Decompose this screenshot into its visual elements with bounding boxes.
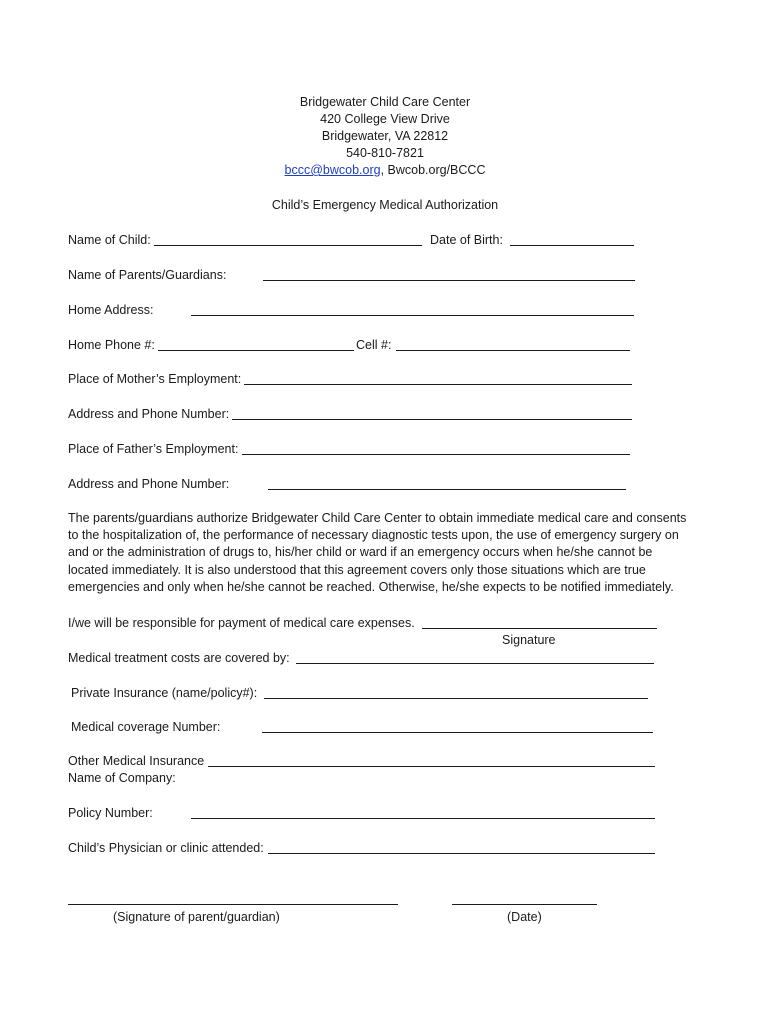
- mother-employment-label: Place of Mother’s Employment:: [68, 372, 242, 386]
- signature-caption: Signature: [502, 633, 556, 647]
- child-name-field[interactable]: [154, 245, 422, 246]
- father-address-row: [68, 476, 638, 493]
- form-title: Child’s Emergency Medical Authorization: [271, 198, 499, 212]
- parent-signature-caption: (Signature of parent/guardian): [113, 910, 280, 924]
- costs-covered-row: [68, 650, 668, 667]
- street-address: 420 College View Drive: [320, 112, 450, 126]
- authorization-paragraph: The parents/guardians authorize Bridgewater Child Care Center to obtain immediate medical care and consents to the hospitalization of, the performance of necessary diagnostic tests upon, the use of emergency surgery on and or the administration of drugs to, his/her child or ward if an emergency occurs when he/she cannot be located immediately. It is also understood that this agreement covers only those situations which are true emergencies and only when he/she cannot be reached. Otherwise, he/she expects to be notified immediately.: [68, 511, 687, 594]
- physician-row: [68, 840, 668, 857]
- date-caption: (Date): [507, 910, 542, 924]
- father-employment-field[interactable]: [242, 454, 630, 455]
- father-address-field[interactable]: [268, 489, 626, 490]
- mother-address-row: [68, 406, 638, 423]
- cell-field[interactable]: [396, 350, 630, 351]
- private-insurance-label: Private Insurance (name/policy#):: [71, 686, 258, 700]
- physician-label: Child’s Physician or clinic attended:: [68, 841, 264, 855]
- private-insurance-row: [68, 685, 668, 702]
- policy-number-row: [68, 805, 668, 822]
- mother-employment-field[interactable]: [244, 384, 632, 385]
- home-address-label: Home Address:: [68, 303, 154, 317]
- cell-label: Cell #:: [356, 338, 392, 352]
- phone-row: [68, 337, 638, 354]
- home-address-field[interactable]: [191, 315, 634, 316]
- date-of-birth-label: Date of Birth:: [430, 233, 503, 247]
- parents-row: [68, 267, 638, 284]
- mother-employment-row: [68, 371, 638, 388]
- coverage-number-row: [68, 719, 668, 736]
- other-insurance-row: [68, 753, 668, 770]
- physician-field[interactable]: [268, 853, 655, 854]
- payment-responsibility-label: I/we will be responsible for payment of medical care expenses.: [68, 616, 415, 630]
- payment-responsibility-row: [68, 615, 668, 632]
- father-employment-row: [68, 441, 638, 458]
- company-name-row: [68, 770, 368, 787]
- private-insurance-field[interactable]: [264, 698, 648, 699]
- home-phone-field[interactable]: [158, 350, 354, 351]
- company-name-label: Name of Company:: [68, 771, 176, 785]
- parents-label: Name of Parents/Guardians:: [68, 268, 227, 282]
- payment-signature-field[interactable]: [422, 628, 657, 629]
- home-phone-label: Home Phone #:: [68, 338, 155, 352]
- coverage-number-label: Medical coverage Number:: [71, 720, 221, 734]
- other-insurance-field[interactable]: [208, 766, 655, 767]
- home-address-row: [68, 302, 638, 319]
- policy-number-label: Policy Number:: [68, 806, 153, 820]
- contact-line: [0, 162, 770, 179]
- policy-number-field[interactable]: [191, 818, 655, 819]
- costs-covered-label: Medical treatment costs are covered by:: [68, 651, 290, 665]
- center-name: Bridgewater Child Care Center: [299, 95, 471, 109]
- costs-covered-field[interactable]: [296, 663, 654, 664]
- parents-field[interactable]: [263, 280, 635, 281]
- child-name-row: [68, 232, 638, 249]
- center-phone: 540-810-7821: [346, 146, 424, 160]
- father-address-label: Address and Phone Number:: [68, 477, 230, 491]
- parent-signature-field[interactable]: [68, 904, 398, 905]
- mother-address-field[interactable]: [232, 419, 632, 420]
- child-name-label: Name of Child:: [68, 233, 151, 247]
- website-text: , Bwcob.org/BCCC: [380, 163, 486, 177]
- city-state-zip: Bridgewater, VA 22812: [321, 129, 449, 143]
- coverage-number-field[interactable]: [262, 732, 653, 733]
- father-employment-label: Place of Father’s Employment:: [68, 442, 239, 456]
- mother-address-label: Address and Phone Number:: [68, 407, 230, 421]
- other-insurance-label: Other Medical Insurance: [68, 754, 205, 768]
- date-of-birth-field[interactable]: [510, 245, 634, 246]
- date-field[interactable]: [452, 904, 597, 905]
- email-link[interactable]: bccc@bwcob.org: [284, 163, 381, 177]
